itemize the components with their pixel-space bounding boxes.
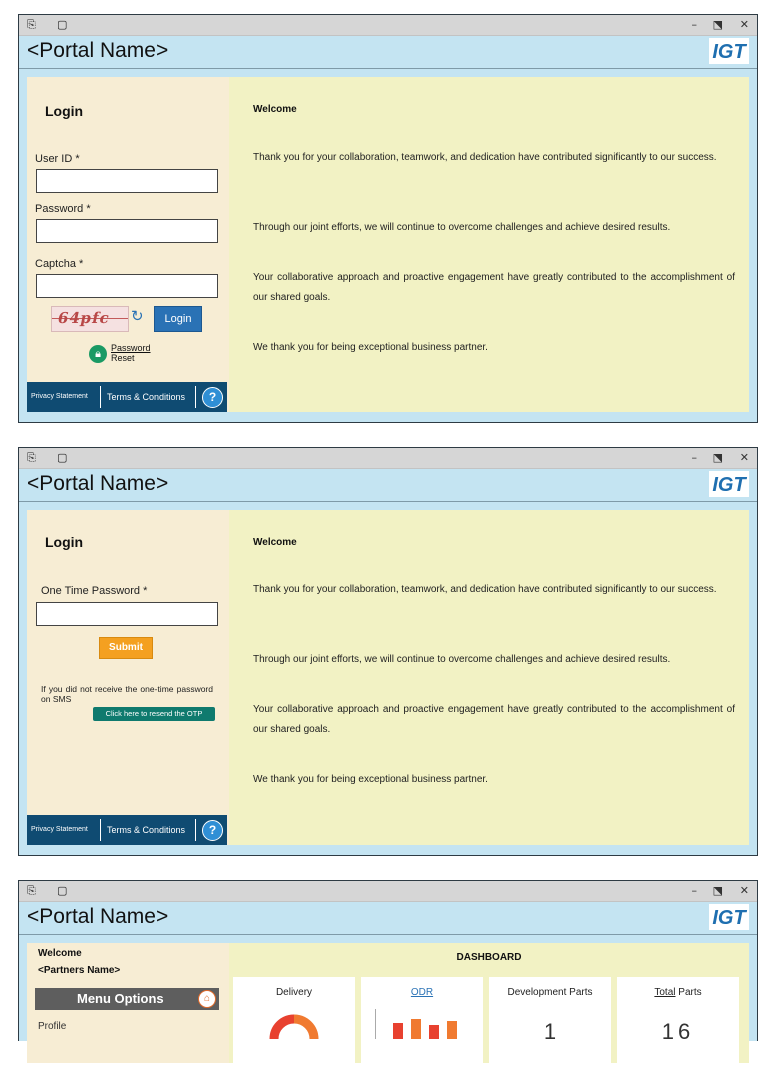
otp-label: One Time Password * — [41, 585, 148, 597]
content-area — [19, 69, 757, 422]
otp-panel — [27, 510, 230, 845]
help-icon[interactable]: ? — [202, 387, 223, 408]
svg-text:IGT: IGT — [712, 907, 746, 929]
restore-button[interactable]: ⬔ — [712, 451, 723, 464]
user-id-label: User ID * — [35, 153, 80, 165]
portal-name: <Portal Name> — [27, 39, 169, 62]
partner-sidebar — [27, 943, 229, 1063]
restore-button[interactable]: ⬔ — [712, 884, 723, 897]
minimize-button[interactable]: – — [691, 18, 697, 31]
delivery-card[interactable] — [233, 977, 355, 1077]
welcome-panel — [229, 510, 749, 845]
delivery-donut-chart — [269, 1009, 319, 1039]
app-icon: ⎘ — [27, 884, 36, 897]
resend-otp-button[interactable]: Click here to resend the OTP — [93, 707, 215, 721]
lock-icon: 🔒︎ — [89, 345, 107, 363]
password-label: Password * — [35, 203, 91, 215]
company-logo-icon — [709, 471, 749, 497]
portal-header — [19, 469, 757, 502]
login-title: Login — [45, 103, 84, 119]
login-window — [18, 14, 758, 423]
dashboard-title: DASHBOARD — [456, 952, 522, 963]
total-parts-label-underlined: Total — [654, 987, 676, 998]
footer-divider — [195, 819, 196, 841]
portal-name: <Portal Name> — [27, 905, 169, 928]
minimize-button[interactable]: – — [691, 451, 697, 464]
content-area — [19, 502, 757, 855]
captcha-image — [51, 306, 129, 332]
total-parts-value: 16 — [661, 1019, 695, 1044]
terms-link[interactable]: Terms & Conditions — [107, 392, 186, 402]
help-icon[interactable]: ? — [202, 820, 223, 841]
captcha-label: Captcha * — [35, 258, 84, 270]
app-icon: ⎘ — [27, 451, 36, 464]
tab-icon[interactable]: ▢ — [57, 451, 68, 464]
restore-button[interactable]: ⬔ — [712, 18, 723, 31]
close-button[interactable]: ✕ — [739, 18, 749, 31]
title-bar — [19, 881, 757, 902]
tab-icon[interactable]: ▢ — [57, 18, 68, 31]
otp-footer — [27, 815, 227, 845]
welcome-message: Through our joint efforts, we will continue to overcome challenges and achieve desired results. — [253, 222, 671, 233]
welcome-panel — [229, 77, 749, 412]
development-parts-value: 1 — [543, 1019, 557, 1044]
welcome-heading: Welcome — [253, 104, 297, 115]
dashboard-window — [18, 880, 758, 1044]
menu-item-profile[interactable]: Profile — [38, 1021, 67, 1032]
privacy-link[interactable]: Privacy Statement — [31, 826, 88, 833]
partner-name: <Partners Name> — [38, 965, 121, 976]
password-reset-link[interactable] — [89, 343, 209, 365]
odr-bar-chart — [375, 1009, 465, 1039]
privacy-link[interactable]: Privacy Statement — [31, 393, 88, 400]
otp-window — [18, 447, 758, 856]
password-input[interactable] — [36, 219, 218, 243]
portal-name: <Portal Name> — [27, 472, 169, 495]
svg-text:IGT: IGT — [712, 41, 746, 63]
welcome-message: Through our joint efforts, we will continue to overcome challenges and achieve desired results. — [253, 654, 671, 665]
footer-divider — [100, 819, 101, 841]
login-panel — [27, 77, 230, 412]
captcha-text: 64pfc — [56, 309, 112, 327]
user-id-input[interactable] — [36, 169, 218, 193]
otp-note: If you did not receive the one-time password on SMS — [41, 684, 213, 704]
home-icon[interactable]: ⌂ — [198, 990, 216, 1008]
password-reset-line1: Password — [111, 343, 151, 353]
company-logo-icon — [709, 38, 749, 64]
captcha-input[interactable] — [36, 274, 218, 298]
submit-button[interactable]: Submit — [99, 637, 153, 659]
portal-header — [19, 902, 757, 935]
welcome-message: We thank you for being exceptional business partner. — [253, 774, 488, 785]
portal-header — [19, 36, 757, 69]
content-area — [19, 935, 757, 1044]
total-parts-label — [617, 987, 739, 998]
minimize-button[interactable]: – — [691, 884, 697, 897]
title-bar — [19, 448, 757, 469]
footer-divider — [195, 386, 196, 408]
odr-card[interactable] — [361, 977, 483, 1077]
menu-options-title: Menu Options — [77, 991, 164, 1006]
footer-divider — [100, 386, 101, 408]
welcome-message: Your collaborative approach and proactive engagement have greatly contributed to the accomplishment of our shared goals. — [253, 704, 735, 735]
app-icon: ⎘ — [27, 18, 36, 31]
welcome-heading: Welcome — [253, 537, 297, 548]
company-logo-icon — [709, 904, 749, 930]
development-parts-label: Development Parts — [507, 987, 593, 998]
svg-text:IGT: IGT — [712, 474, 746, 496]
delivery-card-label: Delivery — [275, 987, 313, 998]
menu-options-header — [35, 988, 219, 1010]
close-button[interactable]: ✕ — [739, 884, 749, 897]
login-footer — [27, 382, 227, 412]
otp-login-title: Login — [45, 534, 84, 550]
terms-link[interactable]: Terms & Conditions — [107, 825, 186, 835]
welcome-message: Thank you for your collaboration, teamwork, and dedication have contributed significantly to our success. — [253, 584, 717, 595]
close-button[interactable]: ✕ — [739, 451, 749, 464]
refresh-captcha-icon[interactable]: ↻ — [131, 307, 144, 325]
password-reset-line2: Reset — [111, 353, 135, 363]
total-parts-label-rest: Parts — [675, 987, 702, 998]
odr-card-label[interactable]: ODR — [410, 987, 434, 998]
welcome-message: We thank you for being exceptional business partner. — [253, 342, 488, 353]
welcome-message: Your collaborative approach and proactive engagement have greatly contributed to the accomplishment of our shared goals. — [253, 272, 735, 303]
title-bar — [19, 15, 757, 36]
welcome-label: Welcome — [38, 948, 82, 959]
otp-input[interactable] — [36, 602, 218, 626]
dashboard-panel — [229, 943, 749, 1063]
development-parts-card[interactable] — [489, 977, 611, 1077]
login-button[interactable]: Login — [154, 306, 202, 332]
welcome-message: Thank you for your collaboration, teamwork, and dedication have contributed significantly to our success. — [253, 152, 717, 163]
total-parts-card[interactable] — [617, 977, 739, 1077]
tab-icon[interactable]: ▢ — [57, 884, 68, 897]
